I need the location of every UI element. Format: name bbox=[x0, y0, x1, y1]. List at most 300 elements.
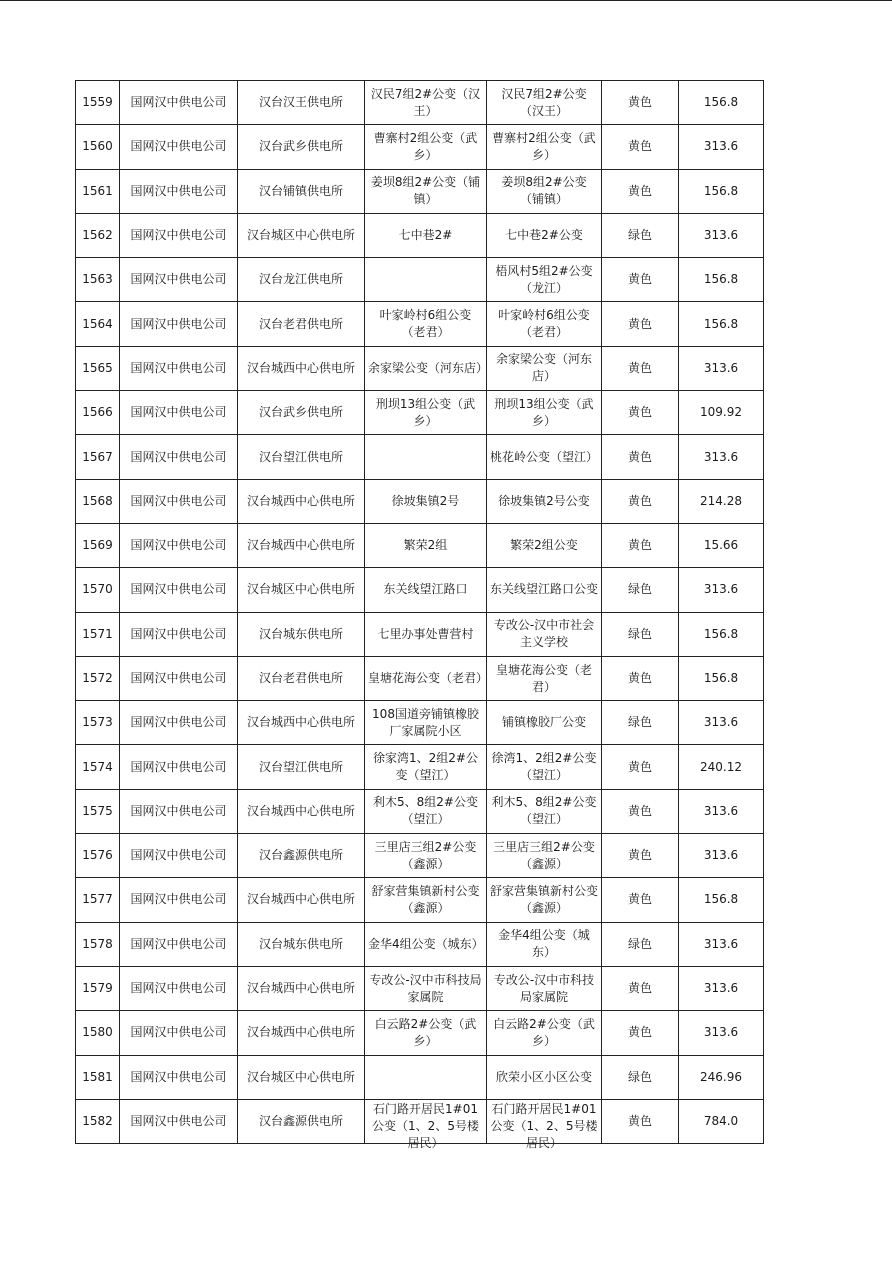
value-cell-text: 313.6 bbox=[703, 848, 739, 863]
status-color-cell bbox=[602, 1099, 679, 1143]
station-cell-text: 汉台城西中心供电所 bbox=[246, 892, 355, 907]
table-row bbox=[76, 612, 764, 656]
status-color-cell-text: 黄色 bbox=[627, 1113, 652, 1128]
status-color-cell bbox=[602, 346, 679, 390]
transformer-alias-cell bbox=[487, 656, 602, 700]
status-color-cell-text: 绿色 bbox=[627, 582, 652, 597]
value-cell bbox=[679, 169, 764, 213]
value-cell-text: 784.0 bbox=[703, 1113, 739, 1128]
value-cell-text: 313.6 bbox=[703, 936, 739, 951]
value-cell bbox=[679, 745, 764, 789]
station-cell-text: 汉台城东供电所 bbox=[258, 936, 343, 951]
station-cell bbox=[238, 1011, 365, 1055]
company-cell-text: 国网汉中供电公司 bbox=[130, 981, 227, 996]
value-cell-text: 313.6 bbox=[703, 981, 739, 996]
status-color-cell bbox=[602, 213, 679, 257]
value-cell bbox=[679, 125, 764, 169]
value-cell-text: 313.6 bbox=[703, 139, 739, 154]
status-color-cell bbox=[602, 789, 679, 833]
station-cell bbox=[238, 391, 365, 435]
transformer-alias-cell bbox=[487, 834, 602, 878]
company-cell-text: 国网汉中供电公司 bbox=[130, 1069, 227, 1084]
station-cell-text: 汉台城西中心供电所 bbox=[246, 981, 355, 996]
table-body bbox=[76, 81, 764, 1151]
value-cell bbox=[679, 789, 764, 833]
transformer-name-cell bbox=[365, 213, 487, 257]
transformer-alias-cell bbox=[487, 258, 602, 302]
status-color-cell-text: 黄色 bbox=[627, 538, 652, 553]
row-number-cell-text: 1560 bbox=[82, 139, 113, 154]
row-number-cell-text: 1564 bbox=[82, 316, 113, 331]
transformer-name-cell bbox=[365, 302, 487, 346]
company-cell-text: 国网汉中供电公司 bbox=[130, 715, 227, 730]
transformer-alias-cell-text: 利木5、8组2#公变（望江） bbox=[491, 795, 597, 827]
transformer-alias-cell-text: 桃花岭公变（望江） bbox=[490, 449, 599, 464]
value-cell-text: 156.8 bbox=[703, 671, 739, 685]
status-color-cell bbox=[602, 435, 679, 479]
company-cell bbox=[120, 1099, 238, 1143]
row-number-cell-text: 1567 bbox=[82, 449, 113, 464]
company-cell bbox=[120, 81, 238, 125]
transformer-name-cell bbox=[365, 1099, 487, 1151]
status-color-cell bbox=[602, 169, 679, 213]
transformer-alias-cell bbox=[487, 1055, 602, 1099]
status-color-cell-text: 黄色 bbox=[627, 405, 652, 420]
table-row bbox=[76, 435, 764, 479]
company-cell-text: 国网汉中供电公司 bbox=[130, 1113, 227, 1128]
company-cell bbox=[120, 523, 238, 567]
company-cell-text: 国网汉中供电公司 bbox=[130, 1025, 227, 1040]
table-row bbox=[76, 745, 764, 789]
value-cell-text: 240.12 bbox=[700, 759, 742, 774]
status-color-cell bbox=[602, 922, 679, 966]
station-cell bbox=[238, 479, 365, 523]
row-number-cell bbox=[76, 834, 120, 878]
row-number-cell-text: 1582 bbox=[82, 1113, 113, 1128]
table-row bbox=[76, 834, 764, 878]
status-color-cell-text: 黄色 bbox=[627, 316, 652, 331]
status-color-cell bbox=[602, 125, 679, 169]
company-cell bbox=[120, 966, 238, 1010]
transformer-alias-cell-text: 金华4组公变（城东） bbox=[498, 928, 590, 960]
transformer-alias-cell-text: 白云路2#公变（武乡） bbox=[493, 1016, 595, 1048]
company-cell-text: 国网汉中供电公司 bbox=[130, 228, 227, 243]
transformer-alias-cell-text: 专改公-汉中市科技局家属院 bbox=[493, 972, 595, 1004]
row-number-cell-text: 1568 bbox=[82, 493, 113, 508]
station-cell bbox=[238, 125, 365, 169]
transformer-alias-cell-text: 舒家营集镇新村公变（鑫源） bbox=[490, 883, 599, 915]
value-cell-text: 313.6 bbox=[703, 803, 739, 818]
station-cell-text: 汉台汉王供电所 bbox=[258, 95, 343, 110]
transformer-name-cell bbox=[365, 789, 487, 833]
status-color-cell bbox=[602, 966, 679, 1010]
row-number-cell bbox=[76, 701, 120, 745]
table-row bbox=[76, 701, 764, 745]
transformer-name-cell-text: 石门路开居民1#01公变（1、2、5号楼居民） bbox=[372, 1102, 479, 1151]
status-color-cell bbox=[602, 391, 679, 435]
station-cell bbox=[238, 568, 365, 612]
transformer-name-cell bbox=[365, 479, 487, 523]
transformer-alias-cell bbox=[487, 568, 602, 612]
company-cell bbox=[120, 834, 238, 878]
transformer-alias-cell-text: 余家梁公变（河东店） bbox=[495, 352, 592, 384]
station-cell bbox=[238, 169, 365, 213]
transformer-name-cell-text: 专改公-汉中市科技局家属院 bbox=[369, 972, 482, 1004]
status-color-cell bbox=[602, 523, 679, 567]
status-color-cell-text: 黄色 bbox=[627, 803, 652, 818]
transformer-alias-cell bbox=[487, 213, 602, 257]
transformer-name-cell-text: 汉民7组2#公变（汉王） bbox=[370, 86, 481, 118]
transformer-alias-cell bbox=[487, 745, 602, 789]
station-cell-text: 汉台城西中心供电所 bbox=[246, 715, 355, 730]
transformer-name-cell-text: 徐坡集镇2号 bbox=[391, 493, 460, 508]
table-row bbox=[76, 789, 764, 833]
company-cell-text: 国网汉中供电公司 bbox=[130, 671, 227, 685]
transformer-alias-cell-text: 东关线望江路口公变 bbox=[490, 582, 599, 597]
row-number-cell-text: 1574 bbox=[82, 759, 113, 774]
status-color-cell bbox=[602, 568, 679, 612]
transformer-alias-cell bbox=[487, 81, 602, 125]
transformer-alias-cell bbox=[487, 1011, 602, 1055]
company-cell-text: 国网汉中供电公司 bbox=[130, 582, 227, 597]
status-color-cell-text: 绿色 bbox=[627, 228, 652, 243]
transformer-name-cell bbox=[365, 656, 487, 700]
table-row bbox=[76, 81, 764, 125]
transformer-name-cell-text: 七中巷2# bbox=[398, 228, 453, 243]
company-cell-text: 国网汉中供电公司 bbox=[130, 316, 227, 331]
company-cell bbox=[120, 1055, 238, 1099]
company-cell bbox=[120, 302, 238, 346]
value-cell bbox=[679, 568, 764, 612]
transformer-name-cell-text: 东关线望江路口 bbox=[383, 582, 468, 597]
page-top-border bbox=[0, 0, 892, 1]
company-cell bbox=[120, 213, 238, 257]
row-number-cell bbox=[76, 1099, 120, 1143]
status-color-cell-text: 黄色 bbox=[627, 848, 652, 863]
transformer-name-cell-text: 108国道旁铺镇橡胶厂家属院小区 bbox=[372, 706, 479, 738]
table-row bbox=[76, 391, 764, 435]
station-cell-text: 汉台老君供电所 bbox=[258, 316, 343, 331]
row-number-cell bbox=[76, 125, 120, 169]
table-row bbox=[76, 213, 764, 257]
station-cell-text: 汉台老君供电所 bbox=[258, 671, 343, 685]
value-cell bbox=[679, 922, 764, 966]
status-color-cell-text: 黄色 bbox=[627, 95, 652, 110]
value-cell-text: 156.8 bbox=[703, 272, 739, 287]
row-number-cell-text: 1561 bbox=[82, 183, 113, 198]
value-cell bbox=[679, 1055, 764, 1099]
transformer-alias-cell bbox=[487, 789, 602, 833]
table-row bbox=[76, 258, 764, 302]
station-cell-text: 汉台城区中心供电所 bbox=[246, 582, 355, 597]
station-cell bbox=[238, 435, 365, 479]
status-color-cell bbox=[602, 258, 679, 302]
company-cell bbox=[120, 656, 238, 700]
transformer-name-cell bbox=[365, 391, 487, 435]
company-cell-text: 国网汉中供电公司 bbox=[130, 803, 227, 818]
status-color-cell-text: 黄色 bbox=[627, 981, 652, 996]
station-cell-text: 汉台望江供电所 bbox=[258, 759, 343, 774]
transformer-name-cell bbox=[365, 81, 487, 125]
station-cell bbox=[238, 878, 365, 922]
status-color-cell bbox=[602, 834, 679, 878]
company-cell-text: 国网汉中供电公司 bbox=[130, 848, 227, 863]
value-cell-text: 313.6 bbox=[703, 1025, 739, 1040]
transformer-name-cell-text: 舒家营集镇新村公变（鑫源） bbox=[371, 883, 480, 915]
transformer-name-cell-text: 皇塘花海公变（老君） bbox=[368, 671, 489, 685]
value-cell-text: 214.28 bbox=[700, 493, 742, 508]
station-cell-text: 汉台城西中心供电所 bbox=[246, 1025, 355, 1040]
company-cell-text: 国网汉中供电公司 bbox=[130, 449, 227, 464]
station-cell bbox=[238, 789, 365, 833]
station-cell-text: 汉台城区中心供电所 bbox=[246, 228, 355, 243]
transformer-name-cell-text: 利木5、8组2#公变（望江） bbox=[373, 795, 478, 827]
status-color-cell-text: 黄色 bbox=[627, 360, 652, 375]
value-cell-text: 246.96 bbox=[700, 1069, 742, 1084]
row-number-cell-text: 1562 bbox=[82, 228, 113, 243]
company-cell-text: 国网汉中供电公司 bbox=[130, 272, 227, 287]
status-color-cell bbox=[602, 1011, 679, 1055]
transformer-name-cell bbox=[365, 258, 487, 302]
station-cell bbox=[238, 258, 365, 302]
company-cell bbox=[120, 922, 238, 966]
transformer-alias-cell-text: 曹寨村2组公变（武乡） bbox=[492, 130, 596, 162]
status-color-cell-text: 黄色 bbox=[627, 449, 652, 464]
station-cell-text: 汉台城西中心供电所 bbox=[246, 803, 355, 818]
value-cell bbox=[679, 656, 764, 700]
station-cell-text: 汉台鑫源供电所 bbox=[258, 1113, 343, 1128]
value-cell bbox=[679, 435, 764, 479]
value-cell bbox=[679, 258, 764, 302]
row-number-cell bbox=[76, 656, 120, 700]
value-cell-text: 109.92 bbox=[700, 405, 742, 420]
station-cell-text: 汉台望江供电所 bbox=[258, 449, 343, 464]
row-number-cell bbox=[76, 81, 120, 125]
company-cell-text: 国网汉中供电公司 bbox=[130, 360, 227, 375]
status-color-cell-text: 黄色 bbox=[627, 183, 652, 198]
status-color-cell-text: 黄色 bbox=[627, 1025, 652, 1040]
transformer-alias-cell-text: 叶家岭村6组公变（老君） bbox=[498, 308, 590, 340]
status-color-cell-text: 黄色 bbox=[627, 892, 652, 907]
station-cell bbox=[238, 346, 365, 390]
row-number-cell bbox=[76, 1055, 120, 1099]
row-number-cell-text: 1573 bbox=[82, 715, 113, 730]
value-cell bbox=[679, 878, 764, 922]
row-number-cell bbox=[76, 523, 120, 567]
table-row bbox=[76, 479, 764, 523]
row-number-cell bbox=[76, 346, 120, 390]
value-cell bbox=[679, 81, 764, 125]
row-number-cell bbox=[76, 435, 120, 479]
transformer-name-cell-text: 余家梁公变（河东店） bbox=[368, 360, 489, 375]
transformer-name-cell-text: 刑坝13组公变（武乡） bbox=[375, 396, 476, 428]
transformer-name-cell bbox=[365, 701, 487, 745]
value-cell bbox=[679, 302, 764, 346]
table-row bbox=[76, 878, 764, 922]
company-cell bbox=[120, 258, 238, 302]
transformer-name-cell bbox=[365, 568, 487, 612]
station-cell bbox=[238, 656, 365, 700]
station-cell-text: 汉台城西中心供电所 bbox=[246, 493, 355, 508]
transformer-name-cell bbox=[365, 878, 487, 922]
company-cell bbox=[120, 346, 238, 390]
company-cell-text: 国网汉中供电公司 bbox=[130, 405, 227, 420]
transformer-name-cell bbox=[365, 1055, 487, 1099]
transformer-alias-cell-text: 皇塘花海公变（老君） bbox=[495, 662, 592, 694]
transformer-name-cell-text: 姜坝8组2#公变（铺镇） bbox=[370, 175, 481, 207]
row-number-cell-text: 1581 bbox=[82, 1069, 113, 1084]
company-cell-text: 国网汉中供电公司 bbox=[130, 538, 227, 553]
station-cell-text: 汉台龙江供电所 bbox=[258, 272, 343, 287]
transformer-name-cell-text: 曹寨村2组公变（武乡） bbox=[373, 130, 478, 162]
station-cell-text: 汉台城区中心供电所 bbox=[246, 1069, 355, 1084]
value-cell-text: 313.6 bbox=[703, 228, 739, 243]
table-row bbox=[76, 1055, 764, 1099]
transformer-name-cell bbox=[365, 922, 487, 966]
status-color-cell bbox=[602, 878, 679, 922]
row-number-cell bbox=[76, 258, 120, 302]
transformer-name-cell bbox=[365, 745, 487, 789]
table-row bbox=[76, 922, 764, 966]
station-cell bbox=[238, 922, 365, 966]
table-row bbox=[76, 568, 764, 612]
row-number-cell bbox=[76, 568, 120, 612]
company-cell-text: 国网汉中供电公司 bbox=[130, 936, 227, 951]
row-number-cell-text: 1566 bbox=[82, 405, 113, 420]
transformer-alias-cell-text: 三里店三组2#公变（鑫源） bbox=[493, 839, 595, 871]
row-number-cell bbox=[76, 922, 120, 966]
value-cell-text: 156.8 bbox=[703, 626, 739, 641]
transformer-name-cell bbox=[365, 834, 487, 878]
station-cell bbox=[238, 1099, 365, 1143]
station-cell bbox=[238, 612, 365, 656]
company-cell bbox=[120, 568, 238, 612]
row-number-cell-text: 1569 bbox=[82, 538, 113, 553]
table-row bbox=[76, 1011, 764, 1055]
status-color-cell-text: 黄色 bbox=[627, 671, 652, 685]
status-color-cell-text: 黄色 bbox=[627, 272, 652, 287]
station-cell bbox=[238, 213, 365, 257]
transformer-alias-cell bbox=[487, 169, 602, 213]
row-number-cell bbox=[76, 878, 120, 922]
transformer-alias-cell-text: 七中巷2#公变 bbox=[505, 228, 583, 243]
company-cell-text: 国网汉中供电公司 bbox=[130, 892, 227, 907]
transformer-name-cell bbox=[365, 346, 487, 390]
value-cell-text: 313.6 bbox=[703, 449, 739, 464]
value-cell-text: 313.6 bbox=[703, 360, 739, 375]
table-row bbox=[76, 125, 764, 169]
row-number-cell bbox=[76, 1011, 120, 1055]
company-cell-text: 国网汉中供电公司 bbox=[130, 139, 227, 154]
transformer-name-cell-text: 叶家岭村6组公变（老君） bbox=[379, 308, 472, 340]
station-cell-text: 汉台鑫源供电所 bbox=[258, 848, 343, 863]
status-color-cell bbox=[602, 479, 679, 523]
row-number-cell-text: 1572 bbox=[82, 671, 113, 685]
transformer-alias-cell bbox=[487, 966, 602, 1010]
transformer-alias-cell bbox=[487, 701, 602, 745]
value-cell bbox=[679, 391, 764, 435]
transformer-name-cell-text: 繁荣2组 bbox=[403, 538, 448, 553]
transformer-name-cell bbox=[365, 523, 487, 567]
row-number-cell-text: 1577 bbox=[82, 892, 113, 907]
station-cell bbox=[238, 745, 365, 789]
station-cell bbox=[238, 701, 365, 745]
row-number-cell bbox=[76, 169, 120, 213]
transformer-alias-cell-text: 欣荣小区小区公变 bbox=[495, 1069, 592, 1084]
company-cell bbox=[120, 125, 238, 169]
row-number-cell-text: 1575 bbox=[82, 803, 113, 818]
value-cell-text: 156.8 bbox=[703, 892, 739, 907]
station-cell-text: 汉台城西中心供电所 bbox=[246, 538, 355, 553]
company-cell bbox=[120, 612, 238, 656]
row-number-cell bbox=[76, 213, 120, 257]
status-color-cell-text: 黄色 bbox=[627, 139, 652, 154]
row-number-cell bbox=[76, 302, 120, 346]
company-cell bbox=[120, 789, 238, 833]
transformer-alias-cell bbox=[487, 878, 602, 922]
row-number-cell bbox=[76, 479, 120, 523]
table-row bbox=[76, 346, 764, 390]
status-color-cell-text: 绿色 bbox=[627, 936, 652, 951]
transformer-alias-cell bbox=[487, 523, 602, 567]
status-color-cell-text: 黄色 bbox=[627, 493, 652, 508]
row-number-cell-text: 1570 bbox=[82, 582, 113, 597]
transformer-name-cell bbox=[365, 966, 487, 1010]
transformer-name-cell-text: 白云路2#公变（武乡） bbox=[374, 1016, 477, 1048]
row-number-cell bbox=[76, 391, 120, 435]
status-color-cell bbox=[602, 302, 679, 346]
transformer-alias-cell bbox=[487, 302, 602, 346]
row-number-cell-text: 1578 bbox=[82, 936, 113, 951]
row-number-cell-text: 1579 bbox=[82, 981, 113, 996]
row-number-cell bbox=[76, 966, 120, 1010]
status-color-cell bbox=[602, 745, 679, 789]
company-cell-text: 国网汉中供电公司 bbox=[130, 759, 227, 774]
transformer-alias-cell-text: 徐坡集镇2号公变 bbox=[498, 493, 590, 508]
row-number-cell-text: 1563 bbox=[82, 272, 113, 287]
table-row bbox=[76, 302, 764, 346]
row-number-cell bbox=[76, 789, 120, 833]
station-cell-text: 汉台城西中心供电所 bbox=[246, 360, 355, 375]
transformer-alias-cell-text: 专改公-汉中市社会主义学校 bbox=[493, 618, 595, 650]
status-color-cell bbox=[602, 81, 679, 125]
status-color-cell-text: 绿色 bbox=[627, 715, 652, 730]
status-color-cell bbox=[602, 612, 679, 656]
row-number-cell-text: 1559 bbox=[82, 95, 113, 110]
transformer-alias-cell bbox=[487, 391, 602, 435]
transformer-alias-cell-text: 繁荣2组公变 bbox=[510, 538, 578, 553]
value-cell bbox=[679, 1011, 764, 1055]
transformer-alias-cell bbox=[487, 125, 602, 169]
transformer-alias-cell-text: 徐湾1、2组2#公变（望江） bbox=[491, 751, 597, 783]
row-number-cell-text: 1571 bbox=[82, 626, 113, 641]
value-cell-text: 156.8 bbox=[703, 95, 739, 110]
transformer-alias-cell-text: 刑坝13组公变（武乡） bbox=[494, 396, 594, 428]
value-cell bbox=[679, 1099, 764, 1143]
transformer-name-cell-text: 金华4组公变（城东） bbox=[368, 936, 484, 951]
transformer-name-cell-text: 三里店三组2#公变（鑫源） bbox=[374, 839, 477, 871]
value-cell bbox=[679, 346, 764, 390]
row-number-cell-text: 1576 bbox=[82, 848, 113, 863]
value-cell bbox=[679, 479, 764, 523]
transformer-alias-cell-text: 梧风村5组2#公变（龙江） bbox=[495, 263, 593, 295]
transformer-name-cell bbox=[365, 435, 487, 479]
value-cell bbox=[679, 966, 764, 1010]
company-cell-text: 国网汉中供电公司 bbox=[130, 493, 227, 508]
status-color-cell bbox=[602, 701, 679, 745]
company-cell bbox=[120, 1011, 238, 1055]
row-number-cell bbox=[76, 612, 120, 656]
